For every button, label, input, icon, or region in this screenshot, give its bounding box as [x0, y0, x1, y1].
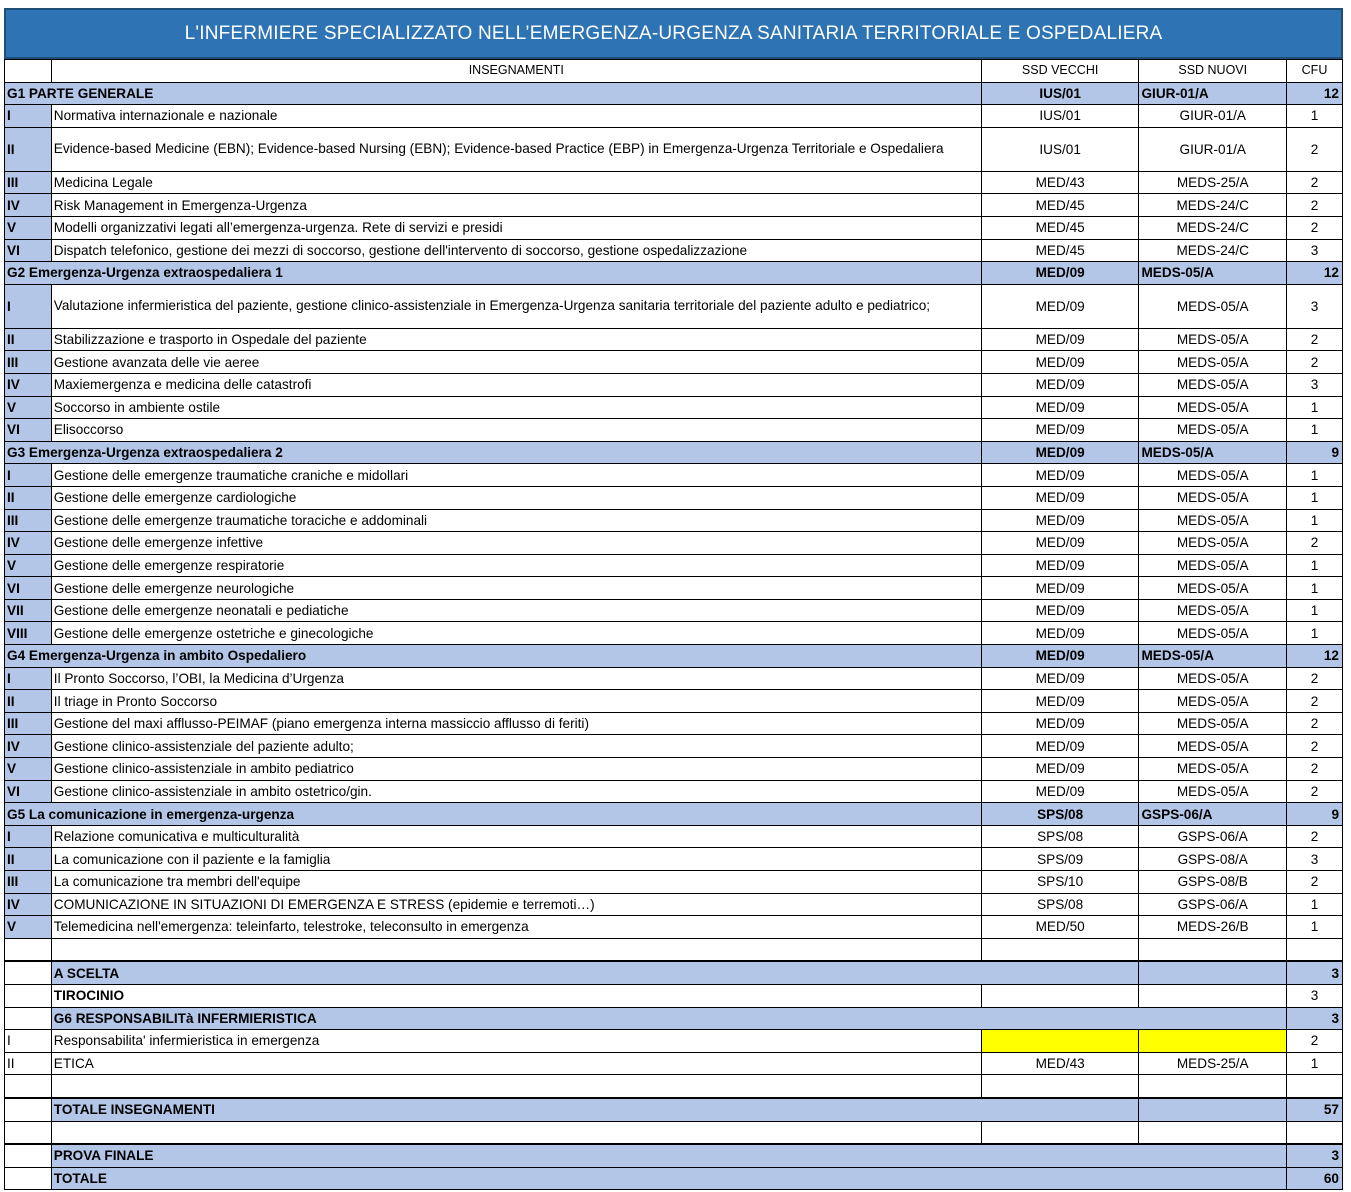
row-ssd-new: GSPS-06/A — [1139, 825, 1287, 848]
empty-cell — [5, 1121, 52, 1144]
row-number: V — [5, 758, 52, 781]
row-ssd-new — [1139, 1030, 1287, 1053]
table-row — [5, 216, 1343, 239]
row-ssd-new: MEDS-05/A — [1139, 328, 1287, 351]
row-ssd-old: MED/09 — [981, 690, 1139, 713]
row-number: II — [5, 848, 52, 871]
header-cfu: CFU — [1287, 60, 1343, 83]
empty-cell — [5, 1075, 52, 1098]
table-row — [5, 848, 1343, 871]
group-header-row — [5, 803, 1343, 826]
row-course-name: Gestione delle emergenze neonatali e pediatiche — [51, 599, 981, 622]
table-row — [5, 780, 1343, 803]
table-row — [5, 328, 1343, 351]
row-cfu: 1 — [1287, 622, 1343, 645]
row-ssd-new: MEDS-05/A — [1139, 554, 1287, 577]
row-ssd-old: MED/09 — [981, 577, 1139, 600]
row-course-name: Gestione delle emergenze ostetriche e ginecologiche — [51, 622, 981, 645]
empty-cell — [51, 1121, 981, 1144]
row-ssd-old: MED/09 — [981, 667, 1139, 690]
row-number: IV — [5, 735, 52, 758]
g6-cfu: 3 — [1287, 1007, 1343, 1030]
row-course-name: Medicina Legale — [51, 171, 981, 194]
table-row — [5, 396, 1343, 419]
page-title: L'INFERMIERE SPECIALIZZATO NELL’EMERGENZA-URGENZA SANITARIA TERRITORIALE E OSPEDALIERA — [4, 8, 1343, 59]
row-course-name: Il Pronto Soccorso, l’OBI, la Medicina d’Urgenza — [51, 667, 981, 690]
row-course-name: Valutazione infermieristica del paziente, gestione clinico-assistenziale in Emergenza-Urgenza sanitaria territoriale del paziente adulto e pediatrico; — [51, 284, 981, 328]
row-ssd-old: MED/43 — [981, 1052, 1139, 1075]
table-row — [5, 577, 1343, 600]
row-ssd-old: MED/45 — [981, 239, 1139, 262]
table-row — [5, 825, 1343, 848]
course-table — [4, 59, 1343, 1190]
row-ssd-new: MEDS-05/A — [1139, 486, 1287, 509]
a-scelta-row — [5, 961, 1343, 984]
row-ssd-new: MEDS-05/A — [1139, 396, 1287, 419]
row-ssd-old: MED/50 — [981, 916, 1139, 939]
row-cfu: 2 — [1287, 532, 1343, 555]
summary-num — [5, 961, 52, 984]
row-ssd-new: MEDS-05/A — [1139, 509, 1287, 532]
row-cfu: 2 — [1287, 825, 1343, 848]
row-ssd-old: MED/09 — [981, 780, 1139, 803]
empty-row — [5, 1075, 1343, 1098]
row-cfu: 2 — [1287, 690, 1343, 713]
row-course-name: Telemedicina nell'emergenza: teleinfarto, telestroke, teleconsulto in emergenza — [51, 916, 981, 939]
row-number: II — [5, 486, 52, 509]
group-ssd-old: MED/09 — [981, 645, 1139, 668]
empty-row — [5, 1121, 1343, 1144]
group-cfu: 9 — [1287, 441, 1343, 464]
empty-cell — [981, 1075, 1139, 1098]
row-ssd-new: MEDS-05/A — [1139, 532, 1287, 555]
row-ssd-old: MED/09 — [981, 464, 1139, 487]
row-cfu: 3 — [1287, 373, 1343, 396]
row-ssd-old: MED/45 — [981, 194, 1139, 217]
group-ssd-new: MEDS-05/A — [1139, 441, 1287, 464]
row-cfu: 1 — [1287, 509, 1343, 532]
row-course-name: Gestione clinico-assistenziale in ambito ostetrico/gin. — [51, 780, 981, 803]
row-ssd-new: MEDS-24/C — [1139, 216, 1287, 239]
group-cfu: 12 — [1287, 645, 1343, 668]
row-course-name: Gestione clinico-assistenziale del paziente adulto; — [51, 735, 981, 758]
prova-finale-cfu: 3 — [1287, 1144, 1343, 1167]
empty-cell — [981, 1121, 1139, 1144]
row-number: III — [5, 509, 52, 532]
row-ssd-new: MEDS-05/A — [1139, 464, 1287, 487]
summary-num — [5, 984, 52, 1007]
row-course-name: La comunicazione tra membri dell'equipe — [51, 871, 981, 894]
table-row — [5, 464, 1343, 487]
row-number: I — [5, 284, 52, 328]
row-number: II — [5, 328, 52, 351]
g6-title: G6 RESPONSABILITà INFERMIERISTICA — [51, 1007, 1286, 1030]
row-number: V — [5, 554, 52, 577]
row-number: II — [5, 1052, 52, 1075]
row-cfu: 3 — [1287, 284, 1343, 328]
row-ssd-new: MEDS-05/A — [1139, 419, 1287, 442]
row-course-name: La comunicazione con il paziente e la famiglia — [51, 848, 981, 871]
row-cfu: 2 — [1287, 712, 1343, 735]
a-scelta-ssd-new — [1139, 961, 1287, 984]
row-cfu: 1 — [1287, 916, 1343, 939]
row-ssd-old: MED/09 — [981, 758, 1139, 781]
table-row — [5, 735, 1343, 758]
group-title: G2 Emergenza-Urgenza extraospedaliera 1 — [5, 262, 982, 285]
row-cfu: 2 — [1287, 216, 1343, 239]
tirocinio-label: TIROCINIO — [51, 984, 981, 1007]
totale-label: TOTALE — [51, 1167, 1286, 1190]
row-number: III — [5, 871, 52, 894]
row-number: VII — [5, 599, 52, 622]
group-ssd-new: MEDS-05/A — [1139, 645, 1287, 668]
summary-num — [5, 1007, 52, 1030]
row-number: VIII — [5, 622, 52, 645]
table-row — [5, 712, 1343, 735]
totale-insegnamenti-label: TOTALE INSEGNAMENTI — [51, 1098, 1139, 1121]
group-ssd-new: MEDS-05/A — [1139, 262, 1287, 285]
row-ssd-old: MED/43 — [981, 171, 1139, 194]
table-row — [5, 239, 1343, 262]
row-number: III — [5, 351, 52, 374]
row-course-name: Gestione delle emergenze cardiologiche — [51, 486, 981, 509]
row-number: V — [5, 916, 52, 939]
empty-cell — [1287, 1075, 1343, 1098]
row-number: I — [5, 464, 52, 487]
group-header-row — [5, 645, 1343, 668]
row-ssd-new: MEDS-05/A — [1139, 284, 1287, 328]
row-number: VI — [5, 419, 52, 442]
row-ssd-new: MEDS-25/A — [1139, 171, 1287, 194]
empty-cell — [1139, 1075, 1287, 1098]
row-ssd-new: GSPS-08/B — [1139, 871, 1287, 894]
row-cfu: 2 — [1287, 780, 1343, 803]
row-ssd-old: IUS/01 — [981, 127, 1139, 171]
row-cfu: 2 — [1287, 735, 1343, 758]
tirocinio-cfu: 3 — [1287, 984, 1343, 1007]
row-course-name: Evidence-based Medicine (EBN); Evidence-based Nursing (EBN); Evidence-based Practice (EBP) in Emergenza-Urgenza Territoriale e Ospedaliera — [51, 127, 981, 171]
group-ssd-old: IUS/01 — [981, 82, 1139, 105]
prova-finale-label: PROVA FINALE — [51, 1144, 1286, 1167]
row-cfu: 2 — [1287, 871, 1343, 894]
a-scelta-label: A SCELTA — [51, 961, 1139, 984]
row-cfu: 2 — [1287, 194, 1343, 217]
table-row — [5, 194, 1343, 217]
g6-header-row — [5, 1007, 1343, 1030]
row-ssd-old: MED/09 — [981, 396, 1139, 419]
table-row — [5, 351, 1343, 374]
row-cfu: 2 — [1287, 667, 1343, 690]
table-row — [5, 284, 1343, 328]
row-ssd-new: MEDS-05/A — [1139, 667, 1287, 690]
row-ssd-old: SPS/08 — [981, 893, 1139, 916]
row-ssd-old: MED/09 — [981, 599, 1139, 622]
row-ssd-new: GSPS-08/A — [1139, 848, 1287, 871]
row-ssd-old: MED/09 — [981, 622, 1139, 645]
empty-cell — [5, 938, 52, 961]
row-number: IV — [5, 373, 52, 396]
row-cfu: 1 — [1287, 105, 1343, 128]
table-row — [5, 622, 1343, 645]
row-course-name: Modelli organizzativi legati all’emergenza-urgenza. Rete di servizi e presidi — [51, 216, 981, 239]
row-ssd-old — [981, 1030, 1139, 1053]
row-number: III — [5, 712, 52, 735]
row-course-name: Il triage in Pronto Soccorso — [51, 690, 981, 713]
group-header-row — [5, 441, 1343, 464]
row-ssd-old: MED/09 — [981, 509, 1139, 532]
empty-cell — [51, 1075, 981, 1098]
summary-num — [5, 1144, 52, 1167]
group-ssd-old: MED/09 — [981, 262, 1139, 285]
header-ssd-vecchi: SSD VECCHI — [981, 60, 1139, 83]
row-cfu: 1 — [1287, 893, 1343, 916]
group-ssd-old: SPS/08 — [981, 803, 1139, 826]
group-ssd-old: MED/09 — [981, 441, 1139, 464]
row-number: I — [5, 105, 52, 128]
row-ssd-new: MEDS-05/A — [1139, 735, 1287, 758]
row-ssd-new: MEDS-05/A — [1139, 758, 1287, 781]
table-row — [5, 419, 1343, 442]
prova-finale-row — [5, 1144, 1343, 1167]
table-row — [5, 667, 1343, 690]
row-number: V — [5, 396, 52, 419]
row-course-name: Gestione delle emergenze traumatiche craniche e midollari — [51, 464, 981, 487]
row-ssd-new: MEDS-05/A — [1139, 690, 1287, 713]
row-course-name: Dispatch telefonico, gestione dei mezzi di soccorso, gestione dell'intervento di soccorso, gestione ospedalizzazione — [51, 239, 981, 262]
course-table-container — [4, 8, 1343, 1190]
row-ssd-new: MEDS-05/A — [1139, 373, 1287, 396]
row-ssd-old: MED/09 — [981, 328, 1139, 351]
empty-cell — [1139, 1121, 1287, 1144]
table-row — [5, 127, 1343, 171]
row-number: VI — [5, 780, 52, 803]
table-row — [5, 758, 1343, 781]
row-course-name: Responsabilita' infermieristica in emergenza — [51, 1030, 981, 1053]
row-ssd-old: MED/09 — [981, 735, 1139, 758]
header-ssd-nuovi: SSD NUOVI — [1139, 60, 1287, 83]
row-course-name: Relazione comunicativa e multiculturalità — [51, 825, 981, 848]
row-cfu: 2 — [1287, 351, 1343, 374]
row-ssd-new: GSPS-06/A — [1139, 893, 1287, 916]
row-number: II — [5, 127, 52, 171]
group-title: G4 Emergenza-Urgenza in ambito Ospedaliero — [5, 645, 982, 668]
row-course-name: Gestione delle emergenze respiratorie — [51, 554, 981, 577]
row-course-name: Gestione delle emergenze neurologiche — [51, 577, 981, 600]
row-cfu: 1 — [1287, 396, 1343, 419]
row-cfu: 1 — [1287, 1052, 1343, 1075]
row-course-name: Gestione delle emergenze infettive — [51, 532, 981, 555]
row-course-name: ETICA — [51, 1052, 981, 1075]
row-ssd-old: MED/45 — [981, 216, 1139, 239]
row-course-name: Gestione clinico-assistenziale in ambito pediatrico — [51, 758, 981, 781]
row-cfu: 2 — [1287, 758, 1343, 781]
row-ssd-old: MED/09 — [981, 712, 1139, 735]
totale-insegnamenti-cfu: 57 — [1287, 1098, 1343, 1121]
row-ssd-new: MEDS-05/A — [1139, 712, 1287, 735]
tirocinio-ssd-new — [1139, 984, 1287, 1007]
row-number: V — [5, 216, 52, 239]
row-number: I — [5, 667, 52, 690]
table-row — [5, 916, 1343, 939]
table-row — [5, 105, 1343, 128]
group-cfu: 12 — [1287, 262, 1343, 285]
group-title: G5 La comunicazione in emergenza-urgenza — [5, 803, 982, 826]
row-number: IV — [5, 194, 52, 217]
group-title: G3 Emergenza-Urgenza extraospedaliera 2 — [5, 441, 982, 464]
tirocinio-row — [5, 984, 1343, 1007]
empty-cell — [1287, 938, 1343, 961]
group-cfu: 12 — [1287, 82, 1343, 105]
summary-num — [5, 1098, 52, 1121]
row-ssd-new: MEDS-05/A — [1139, 780, 1287, 803]
row-number: I — [5, 1030, 52, 1053]
row-ssd-old: MED/09 — [981, 373, 1139, 396]
empty-row — [5, 938, 1343, 961]
empty-cell — [51, 938, 981, 961]
row-cfu: 2 — [1287, 171, 1343, 194]
row-ssd-old: MED/09 — [981, 532, 1139, 555]
row-cfu: 2 — [1287, 328, 1343, 351]
row-ssd-old: MED/09 — [981, 351, 1139, 374]
row-course-name: Normativa internazionale e nazionale — [51, 105, 981, 128]
row-ssd-new: MEDS-25/A — [1139, 1052, 1287, 1075]
row-course-name: Maxiemergenza e medicina delle catastrofi — [51, 373, 981, 396]
row-ssd-old: MED/09 — [981, 554, 1139, 577]
row-ssd-new: GIUR-01/A — [1139, 105, 1287, 128]
row-course-name: Soccorso in ambiente ostile — [51, 396, 981, 419]
row-cfu: 1 — [1287, 554, 1343, 577]
row-number: IV — [5, 893, 52, 916]
row-number: I — [5, 825, 52, 848]
row-ssd-new: GIUR-01/A — [1139, 127, 1287, 171]
a-scelta-cfu: 3 — [1287, 961, 1343, 984]
row-ssd-old: IUS/01 — [981, 105, 1139, 128]
row-ssd-new: MEDS-26/B — [1139, 916, 1287, 939]
totale-cfu: 60 — [1287, 1167, 1343, 1190]
group-ssd-new: GSPS-06/A — [1139, 803, 1287, 826]
group-ssd-new: GIUR-01/A — [1139, 82, 1287, 105]
row-ssd-new: MEDS-24/C — [1139, 239, 1287, 262]
row-ssd-new: MEDS-05/A — [1139, 351, 1287, 374]
row-ssd-new: MEDS-05/A — [1139, 599, 1287, 622]
table-row — [5, 509, 1343, 532]
table-row — [5, 599, 1343, 622]
totale-insegnamenti-row — [5, 1098, 1343, 1121]
row-cfu: 3 — [1287, 239, 1343, 262]
group-cfu: 9 — [1287, 803, 1343, 826]
table-row — [5, 690, 1343, 713]
empty-cell — [1287, 1121, 1343, 1144]
row-cfu: 2 — [1287, 127, 1343, 171]
row-number: VI — [5, 577, 52, 600]
tirocinio-ssd-old — [981, 984, 1139, 1007]
row-ssd-old: MED/09 — [981, 486, 1139, 509]
header-insegnamenti: INSEGNAMENTI — [51, 60, 981, 83]
table-row — [5, 532, 1343, 555]
table-row — [5, 554, 1343, 577]
table-row — [5, 1052, 1343, 1075]
row-course-name: Risk Management in Emergenza-Urgenza — [51, 194, 981, 217]
row-ssd-new: MEDS-05/A — [1139, 622, 1287, 645]
group-title: G1 PARTE GENERALE — [5, 82, 982, 105]
row-number: VI — [5, 239, 52, 262]
table-row — [5, 1030, 1343, 1053]
table-row — [5, 373, 1343, 396]
header-num — [5, 60, 52, 83]
row-cfu: 1 — [1287, 419, 1343, 442]
empty-cell — [1139, 938, 1287, 961]
row-ssd-old: MED/09 — [981, 419, 1139, 442]
group-header-row — [5, 82, 1343, 105]
row-number: IV — [5, 532, 52, 555]
totale-row — [5, 1167, 1343, 1190]
row-course-name: COMUNICAZIONE IN SITUAZIONI DI EMERGENZA E STRESS (epidemie e terremoti…) — [51, 893, 981, 916]
row-course-name: Elisoccorso — [51, 419, 981, 442]
row-cfu: 3 — [1287, 848, 1343, 871]
table-row — [5, 486, 1343, 509]
group-header-row — [5, 262, 1343, 285]
row-course-name: Gestione delle emergenze traumatiche toraciche e addominali — [51, 509, 981, 532]
row-course-name: Gestione del maxi afflusso-PEIMAF (piano emergenza interna massiccio afflusso di feriti) — [51, 712, 981, 735]
row-ssd-new: MEDS-05/A — [1139, 577, 1287, 600]
row-cfu: 1 — [1287, 577, 1343, 600]
row-ssd-old: SPS/10 — [981, 871, 1139, 894]
row-cfu: 1 — [1287, 464, 1343, 487]
row-number: II — [5, 690, 52, 713]
row-cfu: 1 — [1287, 486, 1343, 509]
row-cfu: 1 — [1287, 599, 1343, 622]
table-row — [5, 893, 1343, 916]
table-row — [5, 871, 1343, 894]
row-ssd-old: SPS/09 — [981, 848, 1139, 871]
summary-num — [5, 1167, 52, 1190]
row-cfu: 2 — [1287, 1030, 1343, 1053]
table-row — [5, 171, 1343, 194]
row-course-name: Stabilizzazione e trasporto in Ospedale del paziente — [51, 328, 981, 351]
row-ssd-new: MEDS-24/C — [1139, 194, 1287, 217]
row-number: III — [5, 171, 52, 194]
table-header-row — [5, 60, 1343, 83]
row-ssd-old: MED/09 — [981, 284, 1139, 328]
empty-cell — [981, 938, 1139, 961]
totale-insegnamenti-ssd-new — [1139, 1098, 1287, 1121]
row-ssd-old: SPS/08 — [981, 825, 1139, 848]
row-course-name: Gestione avanzata delle vie aeree — [51, 351, 981, 374]
